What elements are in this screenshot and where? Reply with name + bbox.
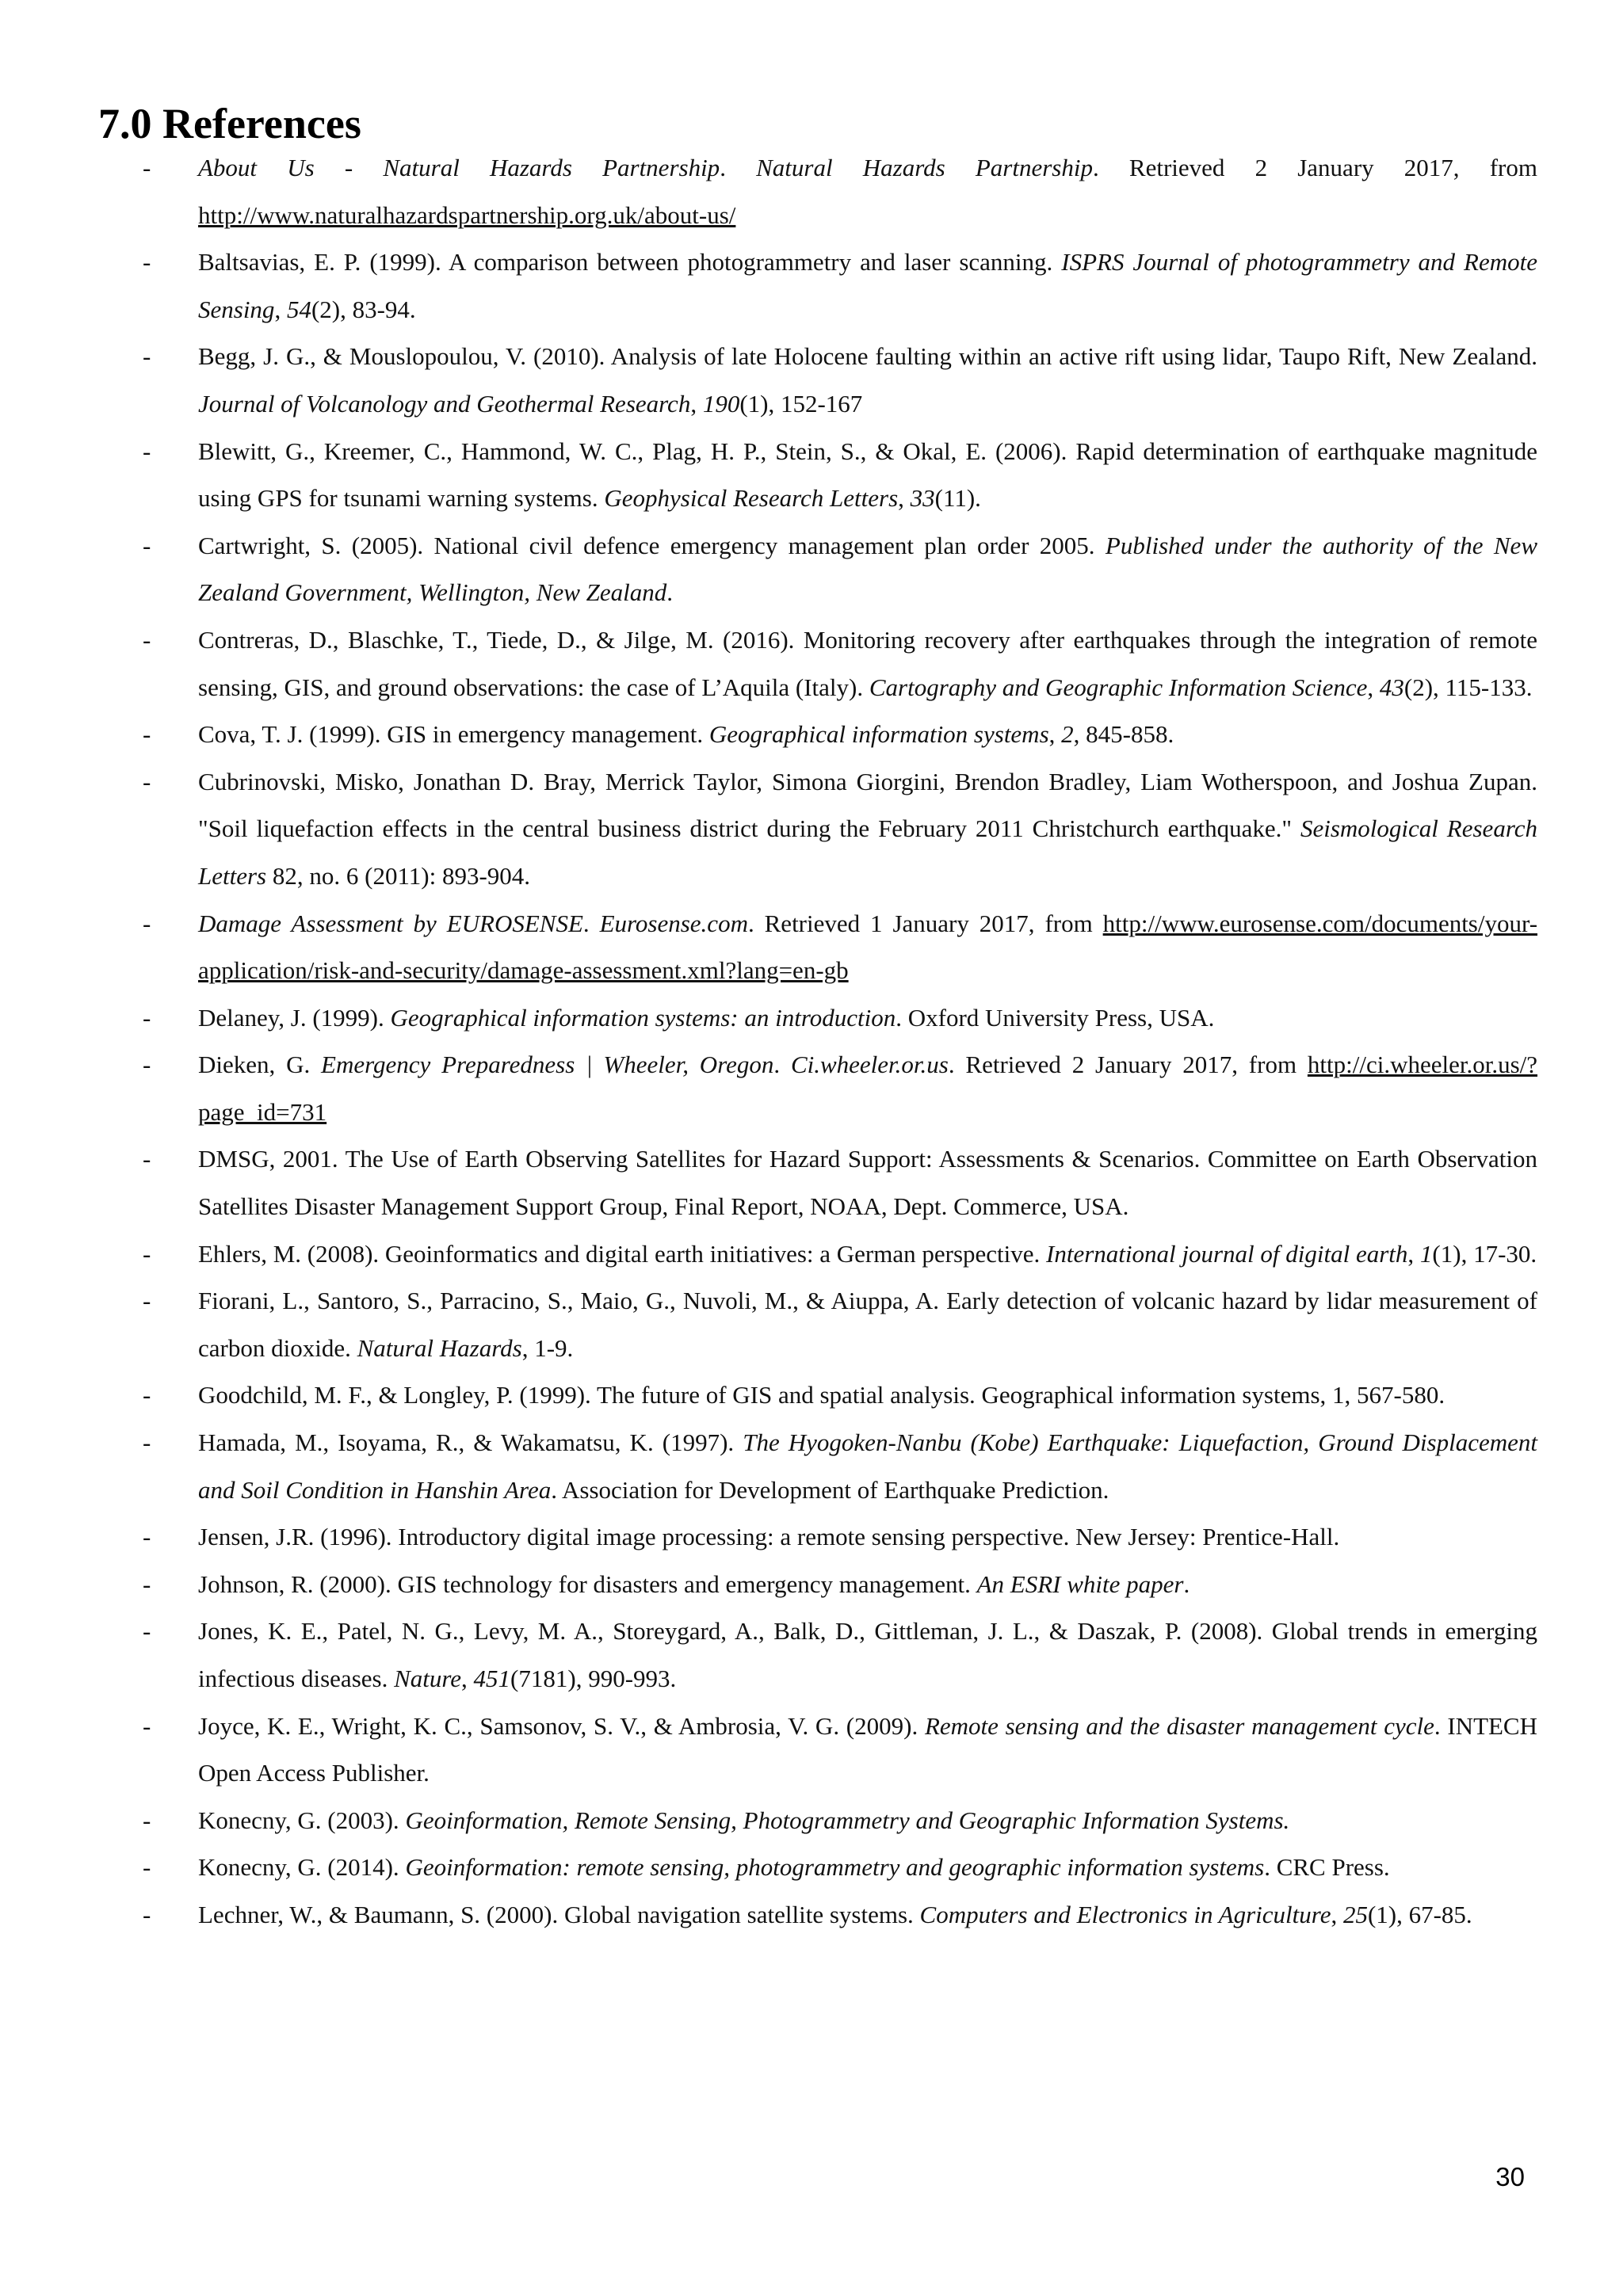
reference-item bbox=[139, 428, 1537, 522]
reference-italic-text: The Hyogoken-Nanbu (Kobe) Earthquake: Liquefaction, Ground Displacement and Soil Condition in Hanshin Area bbox=[198, 1428, 1538, 1504]
reference-italic-text: Journal of Volcanology and Geothermal Research bbox=[198, 389, 691, 418]
reference-bullet: - bbox=[143, 1617, 151, 1646]
reference-text: . bbox=[1183, 1569, 1190, 1598]
reference-item bbox=[139, 522, 1537, 616]
reference-text: Konecny, G. (2014). bbox=[198, 1853, 406, 1882]
reference-italic-text: Eurosense.com bbox=[599, 909, 748, 937]
reference-text: , bbox=[274, 295, 287, 323]
reference-italic-text: ISPRS Journal of photogrammetry and Remote Sensing bbox=[198, 248, 1537, 323]
reference-link[interactable]: http://www.naturalhazardspartnership.org.uk/about-us/ bbox=[198, 200, 736, 229]
reference-italic-text: Natural Hazards bbox=[357, 1333, 522, 1362]
reference-item bbox=[139, 1135, 1537, 1230]
reference-bullet: - bbox=[143, 767, 151, 795]
reference-text: (2), 115-133. bbox=[1403, 673, 1533, 701]
reference-bullet: - bbox=[143, 1428, 151, 1457]
reference-item bbox=[139, 1608, 1537, 1702]
reference-bullet: - bbox=[143, 1711, 151, 1740]
reference-text: , bbox=[461, 1665, 474, 1692]
reference-bullet: - bbox=[143, 1003, 151, 1032]
reference-text: Contreras, D., Blaschke, T., Tiede, D., & Jilge, M. (2016). Monitoring recovery after earthquakes through the integration of remote sensing, GIS, and ground observations: the case of L’Aquila (Italy). bbox=[198, 625, 1537, 701]
reference-text: , bbox=[1367, 673, 1380, 701]
reference-text: . Retrieved 1 January 2017, from bbox=[747, 909, 1103, 937]
reference-text: (1), 17-30. bbox=[1432, 1239, 1537, 1268]
reference-text: Baltsavias, E. P. (1999). A comparison between photogrammetry and laser scanning. bbox=[198, 248, 1062, 277]
reference-bullet: - bbox=[143, 531, 151, 559]
reference-italic-text: Natural Hazards Partnership bbox=[756, 154, 1093, 181]
page-number: 30 bbox=[1495, 2162, 1525, 2191]
reference-link[interactable]: http://www.eurosense.com/documents/your-application/risk-and-security/damage-assessment.xml?lang=en-gb bbox=[198, 909, 1538, 985]
reference-bullet: - bbox=[143, 1051, 151, 1079]
reference-italic-text: 33 bbox=[910, 484, 935, 513]
reference-link[interactable]: http://ci.wheeler.or.us/?page_id=731 bbox=[198, 1051, 1538, 1126]
reference-italic-text: An ESRI white paper bbox=[976, 1569, 1184, 1598]
reference-text: DMSG, 2001. The Use of Earth Observing Satellites for Hazard Support: Assessments & Scenarios. Committee on Earth Observation Satellites Disaster Management Support Group, Final Report, NOAA, Dept. Commerce, USA. bbox=[198, 1145, 1537, 1221]
reference-text: . Association for Development of Earthquake Prediction. bbox=[551, 1475, 1109, 1504]
reference-text: Delaney, J. (1999). bbox=[198, 1003, 391, 1032]
reference-text: Johnson, R. (2000). GIS technology for disasters and emergency management. bbox=[198, 1569, 977, 1598]
reference-text: , bbox=[1048, 720, 1062, 749]
reference-italic-text: Geophysical Research Letters bbox=[604, 484, 899, 513]
reference-text: . Retrieved 2 January 2017, from bbox=[948, 1051, 1308, 1079]
reference-italic-text: Geoinformation: remote sensing, photogrammetry and geographic information systems bbox=[405, 1853, 1265, 1882]
reference-text: Jones, K. E., Patel, N. G., Levy, M. A., Storeygard, A., Balk, D., Gittleman, J. L., & Daszak, P. (2008). Global trends in emerging infectious diseases. bbox=[198, 1617, 1537, 1692]
reference-text: Begg, J. G., & Mouslopoulou, V. (2010). Analysis of late Holocene faulting within an active rift using lidar, Taupo Rift, New Zealand. bbox=[198, 342, 1537, 371]
reference-text: Lechner, W., & Baumann, S. (2000). Global navigation satellite systems. bbox=[198, 1900, 920, 1928]
reference-italic-text: Cartography and Geographic Information Science bbox=[869, 673, 1368, 701]
reference-italic-text: Ci.wheeler.or.us bbox=[790, 1051, 949, 1079]
reference-bullet: - bbox=[143, 1900, 151, 1928]
reference-item bbox=[139, 1891, 1537, 1939]
reference-text: , bbox=[1331, 1900, 1343, 1928]
reference-text: Cova, T. J. (1999). GIS in emergency management. bbox=[198, 720, 709, 749]
reference-text: 82, no. 6 (2011): 893-904. bbox=[266, 861, 531, 890]
reference-item bbox=[139, 1561, 1537, 1608]
reference-italic-text: Damage Assessment by EUROSENSE bbox=[198, 909, 583, 937]
reference-italic-text: International journal of digital earth bbox=[1046, 1239, 1408, 1268]
reference-text: . Retrieved 2 January 2017, from bbox=[1092, 154, 1537, 181]
reference-item bbox=[139, 333, 1537, 427]
reference-bullet: - bbox=[143, 437, 151, 465]
reference-text: Goodchild, M. F., & Longley, P. (1999). The future of GIS and spatial analysis. Geographical information systems, 1, 567-580. bbox=[198, 1381, 1445, 1409]
reference-text: (2), 83-94. bbox=[311, 295, 416, 323]
reference-text: Blewitt, G., Kreemer, C., Hammond, W. C., Plag, H. P., Stein, S., & Okal, E. (2006). Rapid determination of earthquake magnitude using GPS for tsunami warning systems. bbox=[198, 437, 1537, 513]
reference-item bbox=[139, 1041, 1537, 1135]
reference-text: Ehlers, M. (2008). Geoinformatics and digital earth initiatives: a German perspective. bbox=[198, 1239, 1047, 1268]
reference-bullet: - bbox=[143, 720, 151, 749]
reference-italic-text: 451 bbox=[473, 1665, 511, 1692]
reference-text: , bbox=[690, 389, 703, 418]
reference-italic-text: About Us - Natural Hazards Partnership bbox=[198, 154, 720, 181]
reference-text: Konecny, G. (2003). bbox=[198, 1806, 406, 1834]
reference-item bbox=[139, 711, 1537, 758]
reference-text: , 845-858. bbox=[1073, 720, 1174, 749]
reference-item bbox=[139, 616, 1537, 711]
reference-italic-text: Geographical information systems: an introduction bbox=[390, 1003, 896, 1032]
section-heading: 7.0 References bbox=[98, 100, 361, 147]
reference-italic-text: Remote sensing and the disaster management cycle bbox=[924, 1711, 1434, 1740]
reference-bullet: - bbox=[143, 154, 151, 181]
reference-bullet: - bbox=[143, 1239, 151, 1268]
reference-bullet: - bbox=[143, 1145, 151, 1173]
reference-item bbox=[139, 1703, 1537, 1797]
reference-italic-text: 25 bbox=[1342, 1900, 1368, 1928]
reference-italic-text: 190 bbox=[702, 389, 740, 418]
reference-text: (1), 152-167 bbox=[739, 389, 863, 418]
reference-item bbox=[139, 144, 1537, 238]
reference-text: . bbox=[720, 154, 757, 181]
reference-text: , bbox=[898, 484, 911, 513]
reference-italic-text: 2 bbox=[1061, 720, 1074, 749]
reference-text: . bbox=[666, 578, 674, 607]
reference-text: (7181), 990-993. bbox=[510, 1665, 677, 1692]
reference-text: , 1-9. bbox=[521, 1333, 574, 1362]
reference-italic-text: 54 bbox=[286, 295, 311, 323]
reference-bullet: - bbox=[143, 909, 151, 937]
reference-list bbox=[139, 144, 1537, 1939]
reference-bullet: - bbox=[143, 1381, 151, 1409]
reference-text: Hamada, M., Isoyama, R., & Wakamatsu, K. (1997). bbox=[198, 1428, 743, 1457]
reference-text: , bbox=[1407, 1239, 1420, 1268]
reference-bullet: - bbox=[143, 1806, 151, 1834]
reference-text: Fiorani, L., Santoro, S., Parracino, S., Maio, G., Nuvoli, M., & Aiuppa, A. Early detection of volcanic hazard by lidar measurement of carbon dioxide. bbox=[198, 1287, 1537, 1362]
reference-item bbox=[139, 1230, 1537, 1278]
reference-bullet: - bbox=[143, 1569, 151, 1598]
reference-item bbox=[139, 994, 1537, 1042]
reference-text: (11). bbox=[934, 484, 981, 513]
reference-text: . bbox=[773, 1051, 791, 1079]
reference-bullet: - bbox=[143, 625, 151, 654]
reference-text: . INTECH Open Access Publisher. bbox=[198, 1711, 1537, 1787]
reference-bullet: - bbox=[143, 1287, 151, 1315]
reference-bullet: - bbox=[143, 248, 151, 277]
reference-italic-text: Published under the authority of the New Zealand Government, Wellington, New Zealand bbox=[198, 531, 1537, 607]
reference-text: (1), 67-85. bbox=[1367, 1900, 1472, 1928]
reference-item bbox=[139, 1797, 1537, 1844]
reference-item bbox=[139, 1513, 1537, 1561]
reference-italic-text: 43 bbox=[1379, 673, 1404, 701]
reference-italic-text: Geographical information systems bbox=[708, 720, 1049, 749]
reference-italic-text: Computers and Electronics in Agriculture bbox=[919, 1900, 1331, 1928]
reference-text: Jensen, J.R. (1996). Introductory digital image processing: a remote sensing perspective. New Jersey: Prentice-Hall. bbox=[198, 1523, 1340, 1551]
reference-item bbox=[139, 1419, 1537, 1513]
reference-item bbox=[139, 238, 1537, 333]
reference-text: Dieken, G. bbox=[198, 1051, 322, 1079]
reference-item bbox=[139, 1277, 1537, 1371]
reference-text: . CRC Press. bbox=[1264, 1853, 1390, 1882]
reference-italic-text: 1 bbox=[1419, 1239, 1433, 1268]
reference-item bbox=[139, 900, 1537, 994]
reference-item bbox=[139, 1844, 1537, 1891]
reference-italic-text: Geoinformation, Remote Sensing, Photogrammetry and Geographic Information Systems. bbox=[405, 1806, 1290, 1834]
reference-text: . bbox=[582, 909, 600, 937]
reference-bullet: - bbox=[143, 1853, 151, 1882]
reference-bullet: - bbox=[143, 342, 151, 371]
reference-text: Cubrinovski, Misko, Jonathan D. Bray, Merrick Taylor, Simona Giorgini, Brendon Bradley, Liam Wotherspoon, and Joshua Zupan. "Soil liquefaction effects in the central business district during the February 2011 Christchurch earthquake." bbox=[198, 767, 1537, 843]
reference-item bbox=[139, 758, 1537, 900]
reference-italic-text: Nature bbox=[394, 1665, 462, 1692]
reference-text: Joyce, K. E., Wright, K. C., Samsonov, S. V., & Ambrosia, V. G. (2009). bbox=[198, 1711, 925, 1740]
reference-italic-text: Emergency Preparedness | Wheeler, Oregon bbox=[321, 1051, 774, 1079]
reference-item bbox=[139, 1371, 1537, 1419]
reference-text: . Oxford University Press, USA. bbox=[896, 1003, 1215, 1032]
reference-italic-text: Seismological Research Letters bbox=[198, 814, 1537, 890]
reference-text: Cartwright, S. (2005). National civil defence emergency management plan order 2005. bbox=[198, 531, 1106, 559]
reference-bullet: - bbox=[143, 1523, 151, 1551]
